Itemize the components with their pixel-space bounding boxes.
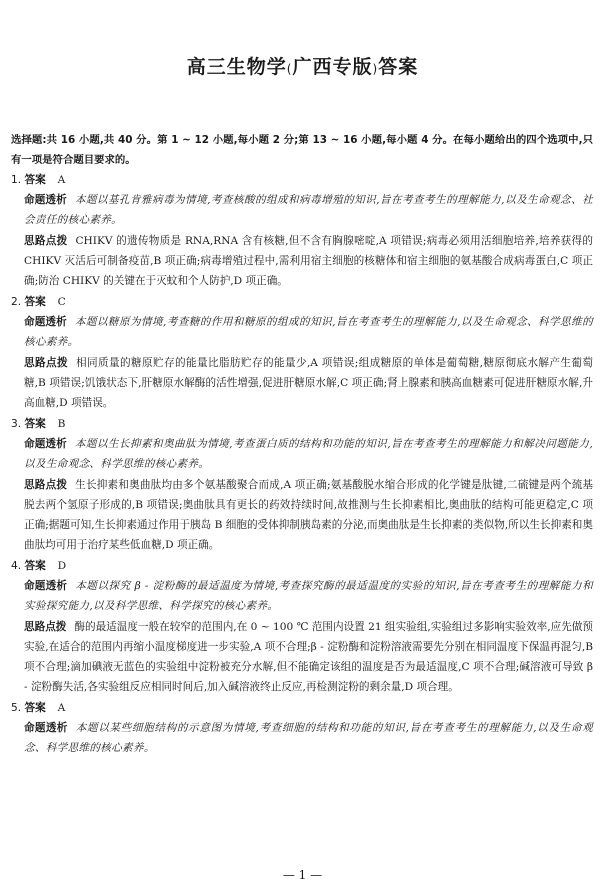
answer-letter: A	[57, 702, 66, 714]
mingti-paragraph	[11, 718, 593, 758]
mingti-text: 本题以生长抑素和奥曲肽为情境,考查蛋白质的结构和功能的知识,旨在考查考生的理解能力和解决问题能力,以及生命观念、科学思维的核心素养。	[24, 438, 593, 470]
answer-label: 答案	[24, 418, 46, 430]
question-1	[11, 170, 593, 291]
question-number: 3.	[11, 418, 22, 430]
mingti-label: 命题透析	[24, 438, 67, 450]
answer-label: 答案	[24, 296, 46, 308]
answer-line	[11, 698, 593, 718]
answer-content	[11, 130, 593, 759]
answer-line	[11, 556, 593, 576]
answer-letter: B	[57, 418, 66, 430]
section-intro: 选择题:共 16 小题,共 40 分。第 1 ~ 12 小题,每小题 2 分;第 13 ~ 16 小题,每小题 4 分。在每小题给出的四个选项中,只有一项是符合题目要求的。	[11, 134, 593, 166]
silu-text: 酶的最适温度一般在较窄的范围内,在 0 ~ 100 ℃ 范围内设置 21 组实验组,实验组过多影响实验效率,应先做预实验,在适合的范围内再缩小温度梯度进一步实验,A 项不合理;β - 淀粉酶和淀粉溶液需要先分别在相同温度下保温再混匀,B 项不合理;滴加碘液无蓝色的实验组中淀粉被充分水解,但不能确定该组的温度是否为最适温度,C 项不合理;碱溶液可导致 β - 淀粉酶失活,各实验组反应相同时间后,加入碱溶液终止反应,再检测淀粉的剩余量,D 项合理。	[24, 621, 594, 693]
title-suffix: 答案	[378, 56, 419, 78]
question-4	[11, 556, 593, 697]
page-number: — 1 —	[282, 868, 323, 882]
answer-line	[11, 414, 593, 434]
question-5	[11, 698, 593, 758]
silu-paragraph	[11, 231, 593, 291]
mingti-label: 命题透析	[24, 316, 67, 328]
mingti-label: 命题透析	[24, 722, 68, 734]
mingti-paragraph	[11, 434, 593, 474]
answer-label: 答案	[24, 560, 46, 572]
title-paren-open: (	[286, 62, 293, 76]
answer-line	[11, 170, 593, 190]
answer-letter: D	[57, 560, 67, 572]
mingti-label: 命题透析	[24, 580, 68, 592]
silu-paragraph	[11, 475, 593, 555]
silu-text: CHIKV 的遗传物质是 RNA,RNA 含有核糖,但不含有胸腺嘧啶,A 项错误;病毒必须用活细胞培养,培养获得的 CHIKV 灭活后可制备疫苗,B 项正确;病毒增殖过程中,需利用宿主细胞的核糖体和宿主细胞的氨基酸合成病毒蛋白,C 项正确;防治 CHIKV 的关键在于灭蚊和个人防护,D 项正确。	[24, 235, 593, 287]
page-title	[0, 52, 605, 79]
title-main: 高三生物学	[186, 56, 287, 78]
mingti-paragraph	[11, 576, 593, 616]
silu-label: 思路点拨	[24, 357, 68, 369]
mingti-text: 本题以基孔肯雅病毒为情境,考查核酸的组成和病毒增殖的知识,旨在考查考生的理解能力,以及生命观念、社会责任的核心素养。	[24, 194, 593, 226]
mingti-text: 本题以糖原为情境,考查糖的作用和糖原的组成的知识,旨在考查考生的理解能力,以及生命观念、科学思维的核心素养。	[24, 316, 593, 348]
question-number: 4.	[11, 560, 22, 572]
mingti-text: 本题以某些细胞结构的示意图为情境,考查细胞的结构和功能的知识,旨在考查考生的理解能力,以及生命观念、科学思维的核心素养。	[24, 722, 594, 754]
silu-text: 相同质量的糖原贮存的能量比脂肪贮存的能量少,A 项错误;组成糖原的单体是葡萄糖,糖原彻底水解产生葡萄糖,B 项错误;饥饿状态下,肝糖原水解酶的活性增强,促进肝糖原水解,C 项正确;肾上腺素和胰高血糖素可促进肝糖原水解,升高血糖,D 项错误。	[24, 357, 594, 409]
answer-letter: A	[57, 174, 66, 186]
question-2	[11, 292, 593, 413]
silu-paragraph	[11, 353, 593, 413]
mingti-text: 本题以探究 β - 淀粉酶的最适温度为情境,考查探究酶的最适温度的实验的知识,旨在考查考生的理解能力和实验探究能力,以及科学思维、科学探究的核心素养。	[24, 580, 594, 612]
silu-label: 思路点拨	[24, 621, 67, 633]
question-number: 5.	[11, 702, 22, 714]
question-number: 1.	[11, 174, 22, 186]
silu-text: 生长抑素和奥曲肽均由多个氨基酸聚合而成,A 项正确;氨基酸脱水缩合形成的化学键是肽键,二硫键是两个巯基脱去两个氢原子形成的,B 项错误;奥曲肽具有更长的药效持续时间,故推测与生长抑素相比,奥曲肽的结构可能更稳定,C 项正确;据题可知,生长抑素通过作用于胰岛 B 细胞的受体抑制胰岛素的分泌,而奥曲肽是生长抑素的类似物,所以生长抑素和奥曲肽均可用于治疗某些低血糖,D 项正确。	[24, 479, 594, 551]
silu-label: 思路点拨	[24, 479, 68, 491]
question-number: 2.	[11, 296, 22, 308]
silu-paragraph	[11, 617, 593, 697]
mingti-label: 命题透析	[24, 194, 67, 206]
silu-label: 思路点拨	[24, 235, 68, 247]
answer-label: 答案	[24, 702, 46, 714]
answer-label: 答案	[24, 174, 46, 186]
question-3	[11, 414, 593, 555]
mingti-paragraph	[11, 312, 593, 352]
answer-line	[11, 292, 593, 312]
title-paren-close: )	[372, 62, 379, 76]
answer-letter: C	[57, 296, 66, 308]
mingti-paragraph	[11, 190, 593, 230]
title-edition: 广西专版	[292, 56, 373, 78]
